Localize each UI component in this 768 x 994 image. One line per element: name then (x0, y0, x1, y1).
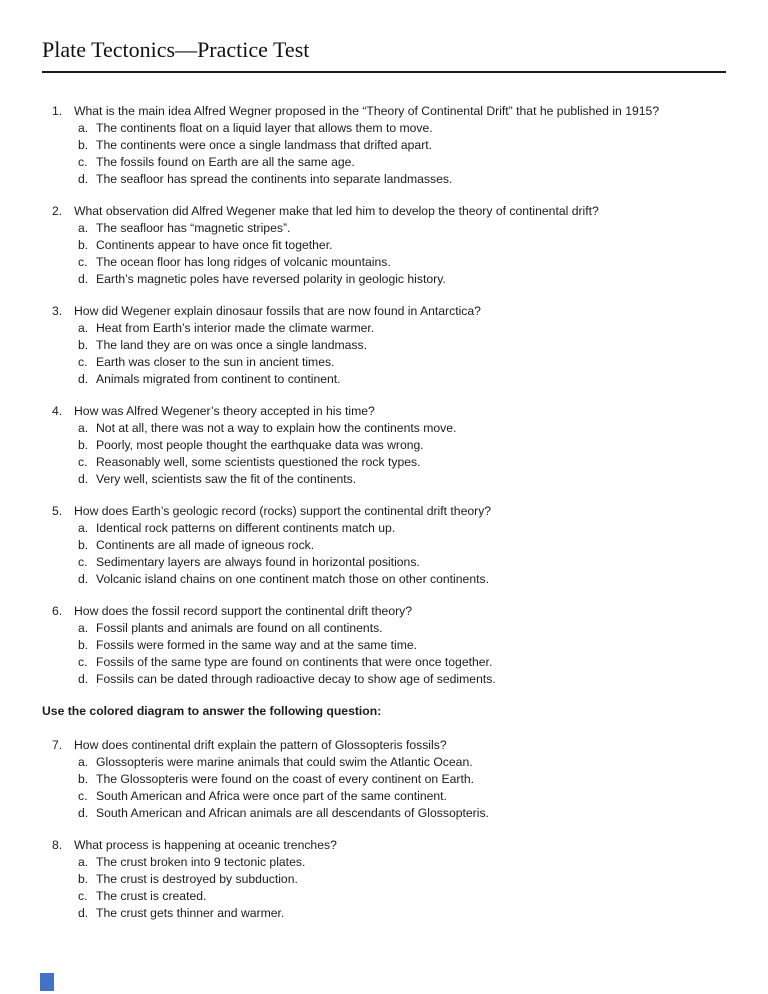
question-text: How does the fossil record support the continental drift theory? (74, 604, 413, 618)
page-title: Plate Tectonics—Practice Test (42, 36, 726, 73)
option-letter: d. (78, 672, 89, 686)
option-text: Identical rock patterns on different continents match up. (96, 521, 396, 535)
option-text: The crust broken into 9 tectonic plates. (96, 855, 306, 869)
option-text: The crust is created. (96, 889, 207, 903)
question-text: How does Earth’s geologic record (rocks) support the continental drift theory? (74, 504, 492, 518)
option-text: Reasonably well, some scientists questioned the rock types. (96, 455, 421, 469)
option-letter: d. (78, 806, 89, 820)
options-list (42, 520, 726, 588)
options-list (42, 754, 726, 822)
question-row (42, 737, 726, 754)
option-letter: d. (78, 472, 89, 486)
option-letter: b. (78, 638, 89, 652)
question-block (42, 203, 726, 288)
question-number: 6. (52, 604, 63, 618)
section-note: Use the colored diagram to answer the following question: (42, 704, 382, 718)
option-letter: b. (78, 238, 89, 252)
answer-option (42, 754, 726, 771)
question-block (42, 303, 726, 388)
answer-option (42, 337, 726, 354)
answer-option (42, 771, 726, 788)
option-letter: c. (78, 555, 88, 569)
question-number: 8. (52, 838, 63, 852)
option-letter: c. (78, 655, 88, 669)
option-letter: a. (78, 321, 89, 335)
option-letter: c. (78, 355, 88, 369)
options-list (42, 420, 726, 488)
option-letter: b. (78, 138, 89, 152)
option-letter: c. (78, 255, 88, 269)
option-text: Heat from Earth’s interior made the climate warmer. (96, 321, 375, 335)
option-text: Fossils were formed in the same way and at the same time. (96, 638, 418, 652)
answer-option (42, 271, 726, 288)
option-letter: c. (78, 455, 88, 469)
answer-option (42, 220, 726, 237)
option-letter: a. (78, 221, 89, 235)
question-row (42, 203, 726, 220)
question-block (42, 403, 726, 488)
answer-option (42, 671, 726, 688)
answer-option (42, 788, 726, 805)
answer-option (42, 471, 726, 488)
options-list (42, 320, 726, 388)
answer-option (42, 871, 726, 888)
option-text: The ocean floor has long ridges of volcanic mountains. (96, 255, 391, 269)
option-letter: c. (78, 155, 88, 169)
option-text: The seafloor has spread the continents into separate landmasses. (96, 172, 453, 186)
answer-option (42, 354, 726, 371)
answer-option (42, 371, 726, 388)
option-text: Continents are all made of igneous rock. (96, 538, 315, 552)
option-text: Earth was closer to the sun in ancient times. (96, 355, 335, 369)
question-block (42, 603, 726, 688)
answer-option (42, 420, 726, 437)
option-letter: b. (78, 338, 89, 352)
option-text: Animals migrated from continent to continent. (96, 372, 341, 386)
answer-option (42, 571, 726, 588)
option-letter: b. (78, 872, 89, 886)
answer-option (42, 620, 726, 637)
option-letter: b. (78, 438, 89, 452)
answer-option (42, 854, 726, 871)
answer-option (42, 237, 726, 254)
option-letter: d. (78, 572, 89, 586)
answer-option (42, 554, 726, 571)
option-letter: b. (78, 538, 89, 552)
answer-option (42, 437, 726, 454)
answer-option (42, 537, 726, 554)
option-letter: a. (78, 421, 89, 435)
answer-option (42, 888, 726, 905)
answer-option (42, 520, 726, 537)
option-text: Poorly, most people thought the earthquake data was wrong. (96, 438, 424, 452)
option-letter: a. (78, 521, 89, 535)
option-text: Volcanic island chains on one continent match those on other continents. (96, 572, 489, 586)
option-text: Fossil plants and animals are found on all continents. (96, 621, 383, 635)
question-text: What observation did Alfred Wegener make that led him to develop the theory of continental drift? (74, 204, 599, 218)
question-number: 3. (52, 304, 63, 318)
option-text: The land they are on was once a single landmass. (96, 338, 367, 352)
options-list (42, 120, 726, 188)
answer-option (42, 805, 726, 822)
question-row (42, 103, 726, 120)
question-row (42, 603, 726, 620)
answer-option (42, 454, 726, 471)
option-letter: d. (78, 372, 89, 386)
answer-option (42, 171, 726, 188)
question-row (42, 503, 726, 520)
question-text: How does continental drift explain the pattern of Glossopteris fossils? (74, 738, 447, 752)
option-letter: b. (78, 772, 89, 786)
options-list (42, 854, 726, 922)
option-text: Sedimentary layers are always found in horizontal positions. (96, 555, 420, 569)
question-number: 4. (52, 404, 63, 418)
option-letter: a. (78, 755, 89, 769)
question-block (42, 503, 726, 588)
option-text: Fossils of the same type are found on continents that were once together. (96, 655, 493, 669)
question-number: 5. (52, 504, 63, 518)
question-text: How was Alfred Wegener’s theory accepted in his time? (74, 404, 375, 418)
option-text: South American and Africa were once part of the same continent. (96, 789, 447, 803)
option-text: Glossopteris were marine animals that could swim the Atlantic Ocean. (96, 755, 473, 769)
question-row (42, 837, 726, 854)
option-text: South American and African animals are all descendants of Glossopteris. (96, 806, 489, 820)
answer-option (42, 320, 726, 337)
option-text: The crust gets thinner and warmer. (96, 906, 285, 920)
option-letter: c. (78, 889, 88, 903)
question-block (42, 103, 726, 188)
answer-option (42, 254, 726, 271)
answer-option (42, 154, 726, 171)
option-text: The Glossopteris were found on the coast of every continent on Earth. (96, 772, 475, 786)
question-text: What process is happening at oceanic trenches? (74, 838, 337, 852)
blue-square-mark (40, 973, 54, 991)
question-block (42, 837, 726, 922)
option-letter: d. (78, 172, 89, 186)
question-row (42, 403, 726, 420)
question-number: 7. (52, 738, 63, 752)
options-list (42, 220, 726, 288)
answer-option (42, 905, 726, 922)
question-number: 1. (52, 104, 63, 118)
questions-list (42, 103, 726, 922)
option-letter: a. (78, 121, 89, 135)
option-text: The seafloor has “magnetic stripes”. (96, 221, 291, 235)
answer-option (42, 654, 726, 671)
question-text: What is the main idea Alfred Wegner proposed in the “Theory of Continental Drift” that he published in 1915? (74, 104, 660, 118)
option-letter: c. (78, 789, 88, 803)
option-letter: a. (78, 621, 89, 635)
option-text: Fossils can be dated through radioactive decay to show age of sediments. (96, 672, 496, 686)
answer-option (42, 137, 726, 154)
question-row (42, 303, 726, 320)
options-list (42, 620, 726, 688)
answer-option (42, 637, 726, 654)
option-text: The fossils found on Earth are all the same age. (96, 155, 355, 169)
question-number: 2. (52, 204, 63, 218)
option-letter: d. (78, 272, 89, 286)
option-text: The crust is destroyed by subduction. (96, 872, 298, 886)
answer-option (42, 120, 726, 137)
option-text: The continents float on a liquid layer that allows them to move. (96, 121, 433, 135)
option-text: Very well, scientists saw the fit of the continents. (96, 472, 357, 486)
option-text: Not at all, there was not a way to explain how the continents move. (96, 421, 457, 435)
option-text: Earth’s magnetic poles have reversed polarity in geologic history. (96, 272, 446, 286)
question-block (42, 737, 726, 822)
option-text: The continents were once a single landmass that drifted apart. (96, 138, 433, 152)
option-letter: d. (78, 906, 89, 920)
question-text: How did Wegener explain dinosaur fossils that are now found in Antarctica? (74, 304, 481, 318)
option-text: Continents appear to have once fit together. (96, 238, 333, 252)
option-letter: a. (78, 855, 89, 869)
